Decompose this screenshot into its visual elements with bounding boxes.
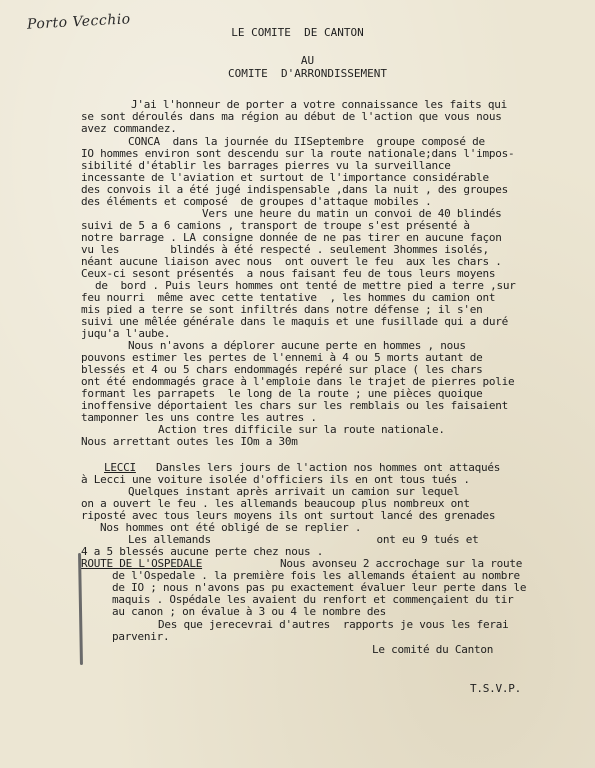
handwritten-note: Porto Vecchio bbox=[26, 11, 132, 33]
body-line: au canon ; on évalue à 3 ou 4 le nombre des bbox=[112, 605, 387, 618]
body-line: riposté avec tous leurs moyens ils ont surtout lancé des grenades bbox=[81, 509, 496, 522]
body-line: Nos hommes ont été obligé de se replier . bbox=[100, 521, 362, 534]
body-line: on a ouvert le feu . les allemands beaucoup plus nombreux ont bbox=[81, 497, 470, 510]
body-line: juqu'a l'aube. bbox=[81, 327, 171, 340]
body-line: Nous avonseu 2 accrochage sur la route bbox=[280, 557, 523, 570]
body-line: pouvons estimer les pertes de l'ennemi à 4 ou 5 morts autant de bbox=[81, 351, 483, 364]
body-line: maquis . Ospédale les avaient du renfort et commençaient du tir bbox=[112, 593, 514, 606]
body-line: incessante de l'aviation et surtout de l'importance considérable bbox=[81, 171, 489, 184]
body-line: ont été endommagés grace à l'emploie dans le trajet de pierres polie bbox=[81, 375, 515, 388]
body-line: néant aucune liaison avec nous ont ouvert le feu aux les chars . bbox=[81, 255, 502, 268]
header-line-3: COMITE D'ARRONDISSEMENT bbox=[228, 67, 387, 80]
body-line: parvenir. bbox=[112, 630, 170, 643]
body-line: sibilité d'établir les barrages pierres vu la surveillance bbox=[81, 159, 451, 172]
body-line: à Lecci une voiture isolée d'officiers ils en ont tous tués . bbox=[81, 473, 470, 486]
body-line: de bord . Puis leurs hommes ont tenté de mettre pied a terre ,sur bbox=[95, 279, 516, 292]
body-line: vu les blindés à été respecté . seulement 3hommes isolés, bbox=[81, 243, 489, 256]
body-line: mis pied a terre se sont infiltrés dans notre défense ; il s'en bbox=[81, 303, 483, 316]
body-line: de IO ; nous n'avons pas pu exactement évaluer leur perte dans le bbox=[112, 581, 527, 594]
body-line: Nous n'avons a déplorer aucune perte en hommes , nous bbox=[128, 339, 466, 352]
footer-tsvp: T.S.V.P. bbox=[470, 682, 521, 695]
section-heading-lecci: LECCI bbox=[104, 461, 136, 474]
body-line: suivi de 5 a 6 camions , transport de troupe s'est présenté à bbox=[81, 219, 470, 232]
body-line: J'ai l'honneur de porter a votre connaissance les faits qui bbox=[131, 98, 507, 111]
header-line-1: LE COMITE DE CANTON bbox=[231, 26, 364, 39]
body-line: des convois il a été jugé indispensable ,dans la nuit , des groupes bbox=[81, 183, 508, 196]
body-line: 4 a 5 blessés aucune perte chez nous . bbox=[81, 545, 324, 558]
signature-line: Le comité du Canton bbox=[372, 643, 494, 656]
body-line: Dansles lers jours de l'action nos hommes ont attaqués bbox=[156, 461, 501, 474]
body-line: feu nourri même avec cette tentative , les hommes du camion ont bbox=[81, 291, 496, 304]
body-line: Des que jerecevrai d'autres rapports je vous les ferai bbox=[158, 618, 509, 631]
body-line: Action tres difficile sur la route nationale. bbox=[158, 423, 445, 436]
body-line: des éléments et composé de groupes d'attaque mobiles . bbox=[81, 195, 432, 208]
body-line: Ceux-ci sesont présentés a nous faisant feu de tous leurs moyens bbox=[81, 267, 496, 280]
body-line: inoffensive déportaient les chars sur les remblais ou les faisaient bbox=[81, 399, 508, 412]
body-line: de l'Ospedale . la première fois les allemands étaient au nombre bbox=[112, 569, 520, 582]
body-line: IO hommes environ sont descendu sur la route nationale;dans l'impos- bbox=[81, 147, 515, 160]
body-line: tamponner les uns contre les autres . bbox=[81, 411, 317, 424]
body-line: formant les parrapets le long de la route ; une pièces quoique bbox=[81, 387, 483, 400]
body-line: se sont déroulés dans ma région au début de l'action que vous nous bbox=[81, 110, 502, 123]
body-line: blessés et 4 ou 5 chars endommagés repéré sur place ( les chars bbox=[81, 363, 483, 376]
body-line: Quelques instant après arrivait un camion sur lequel bbox=[128, 485, 460, 498]
section-heading-route-ospedale: ROUTE DE L'OSPEDALE bbox=[81, 557, 203, 570]
body-line: Les allemands ont eu 9 tués et bbox=[128, 533, 479, 546]
body-line: Vers une heure du matin un convoi de 40 blindés bbox=[202, 207, 502, 220]
body-line: CONCA dans la journée du IISeptembre groupe composé de bbox=[128, 135, 485, 148]
body-line: Nous arrettant outes les IOm a 30m bbox=[81, 435, 298, 448]
header-line-2: AU bbox=[300, 54, 315, 67]
body-line: avez commandez. bbox=[81, 122, 177, 135]
body-line: notre barrage . LA consigne donnée de ne pas tirer en aucune façon bbox=[81, 231, 502, 244]
body-line: suivi une mêlée générale dans le maquis et une fusillade qui a duré bbox=[81, 315, 508, 328]
